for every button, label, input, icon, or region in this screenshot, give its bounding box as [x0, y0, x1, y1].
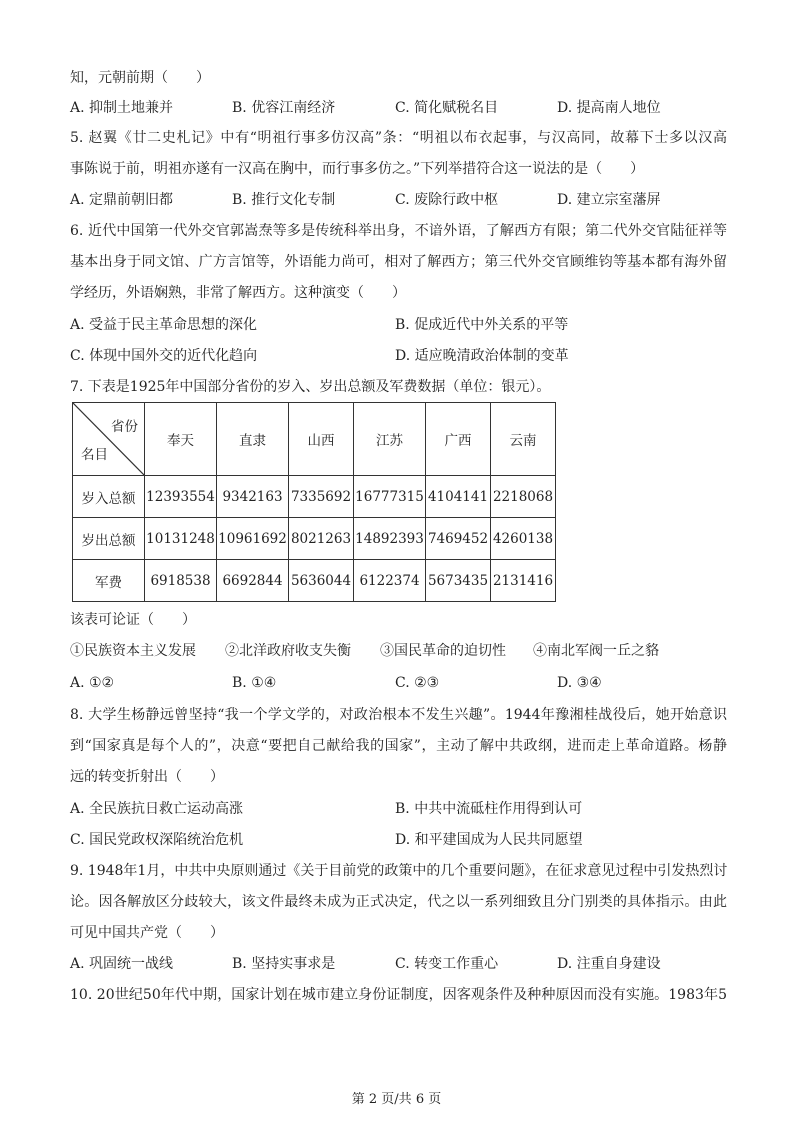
q8-option-a: A. 全民族抗日救亡运动高涨: [70, 801, 244, 817]
table-corner-cell: [73, 403, 145, 476]
q9-option-a: A. 巩固统一战线: [70, 956, 174, 972]
table-cell: 16777315: [354, 476, 426, 518]
table-cell: 5673435: [426, 560, 491, 602]
q10-stem-line: 10. 20世纪50年代中期，国家计划在城市建立身份证制度，因客观条件及种种原因而没有实施。1983年5: [70, 987, 727, 1003]
table-cell: 14892393: [354, 518, 426, 560]
q6-option-c: C. 体现中国外交的近代化趋向: [70, 348, 258, 364]
table-cell: 7335692: [289, 476, 354, 518]
q4-option-d: D. 提高南人地位: [557, 100, 661, 116]
column-header: 直隶: [217, 403, 289, 476]
q9-stem-line: 论。因各解放区分歧较大，该文件最终未成为正式决定，代之以一系列细致且分门别类的具体指示。由此: [70, 894, 727, 910]
row-label: 军费: [73, 560, 145, 602]
q6-option-a: A. 受益于民主革命思想的深化: [70, 317, 258, 333]
q5-option-c: C. 废除行政中枢: [395, 192, 499, 208]
q7-statement-4: ④南北军阀一丘之貉: [533, 643, 659, 659]
q7-statement-3: ③国民革命的迫切性: [380, 643, 506, 659]
q4-stem-tail: 知，元朝前期（ ）: [70, 70, 210, 86]
row-label: 岁入总额: [73, 476, 145, 518]
table-cell: 6122374: [354, 560, 426, 602]
q6-option-b: B. 促成近代中外关系的平等: [395, 317, 569, 333]
q6-option-d: D. 适应晚清政治体制的变革: [395, 348, 569, 364]
q8-stem-line: 到“国家真是每个人的”，决意“要把自己献给我的国家”，主动了解中共政纲，进而走上革命道路。杨静: [70, 738, 727, 754]
q6-stem-line: 学经历，外语娴熟，非常了解西方。这种演变（ ）: [70, 285, 406, 301]
corner-header-item: 名目: [81, 447, 108, 463]
q5-stem-line: 事陈说于前，明祖亦遂有一汉高在胸中，而行事多仿之。”下列举措符合这一说法的是（ ）: [70, 161, 645, 177]
q5-option-a: A. 定鼎前朝旧都: [70, 192, 174, 208]
q7-stem: 7. 下表是1925年中国部分省份的岁入、岁出总额及军费数据（单位：银元）。: [70, 379, 551, 395]
table-cell: 4260138: [491, 518, 556, 560]
q9-stem-line: 可见中国共产党（ ）: [70, 925, 224, 941]
q5-option-b: B. 推行文化专制: [232, 192, 336, 208]
fiscal-data-table: [72, 402, 556, 602]
table-cell: 5636044: [289, 560, 354, 602]
q9-option-c: C. 转变工作重心: [395, 956, 499, 972]
table-cell: 6692844: [217, 560, 289, 602]
table-cell: 12393554: [145, 476, 217, 518]
column-header: 广西: [426, 403, 491, 476]
table-row: [73, 560, 556, 602]
q8-option-d: D. 和平建国成为人民共同愿望: [395, 832, 583, 848]
q7-statement-1: ①民族资本主义发展: [70, 643, 196, 659]
q8-stem-line: 8. 大学生杨静远曾坚持“我一个学文学的，对政治根本不发生兴趣”。1944年豫湘桂战役后，她开始意识: [70, 707, 727, 723]
q5-stem-line: 5. 赵翼《廿二史札记》中有“明祖行事多仿汉高”条：“明祖以布衣起事，与汉高同，故幕下士多以汉高: [70, 130, 727, 146]
column-header: 江苏: [354, 403, 426, 476]
q9-stem-line: 9. 1948年1月，中共中央原则通过《关于目前党的政策中的几个重要问题》，在征求意见过程中引发热烈讨: [70, 863, 728, 879]
column-header: 奉天: [145, 403, 217, 476]
column-header: 云南: [491, 403, 556, 476]
q9-option-d: D. 注重自身建设: [557, 956, 661, 972]
q7-option-a: A. ①②: [70, 675, 115, 691]
table-cell: 10961692: [217, 518, 289, 560]
q7-option-d: D. ③④: [557, 675, 602, 691]
q6-stem-line: 基本出身于同文馆、广方言馆等，外语能力尚可，相对了解西方；第三代外交官顾维钧等基本都有海外留: [70, 254, 727, 270]
q8-option-b: B. 中共中流砥柱作用得到认可: [395, 801, 583, 817]
table-cell: 2131416: [491, 560, 556, 602]
corner-header-province: 省份: [111, 419, 138, 435]
q8-stem-line: 远的转变折射出（ ）: [70, 769, 224, 785]
q4-option-c: C. 简化赋税名目: [395, 100, 499, 116]
table-cell: 8021263: [289, 518, 354, 560]
q8-option-c: C. 国民党政权深陷统治危机: [70, 832, 244, 848]
page-footer: 第 2 页/共 6 页: [351, 1092, 442, 1107]
q7-statement-2: ②北洋政府收支失衡: [225, 643, 351, 659]
table-row: [73, 476, 556, 518]
table-cell: 9342163: [217, 476, 289, 518]
q6-stem-line: 6. 近代中国第一代外交官郭嵩焘等多是传统科举出身，不谙外语，了解西方有限；第二代外交官陆征祥等: [70, 223, 727, 239]
q7-option-c: C. ②③: [395, 675, 440, 691]
q4-option-a: A. 抑制土地兼并: [70, 100, 174, 116]
q7-option-b: B. ①④: [232, 675, 277, 691]
column-header: 山西: [289, 403, 354, 476]
table-row: [73, 518, 556, 560]
q7-question: 该表可论证（ ）: [70, 612, 196, 628]
q9-option-b: B. 坚持实事求是: [232, 956, 336, 972]
table-cell: 10131248: [145, 518, 217, 560]
row-label: 岁出总额: [73, 518, 145, 560]
table-cell: 4104141: [426, 476, 491, 518]
table-cell: 2218068: [491, 476, 556, 518]
table-cell: 7469452: [426, 518, 491, 560]
table-cell: 6918538: [145, 560, 217, 602]
q4-option-b: B. 优容江南经济: [232, 100, 336, 116]
diagonal-line: [73, 403, 145, 476]
q5-option-d: D. 建立宗室藩屏: [557, 192, 661, 208]
